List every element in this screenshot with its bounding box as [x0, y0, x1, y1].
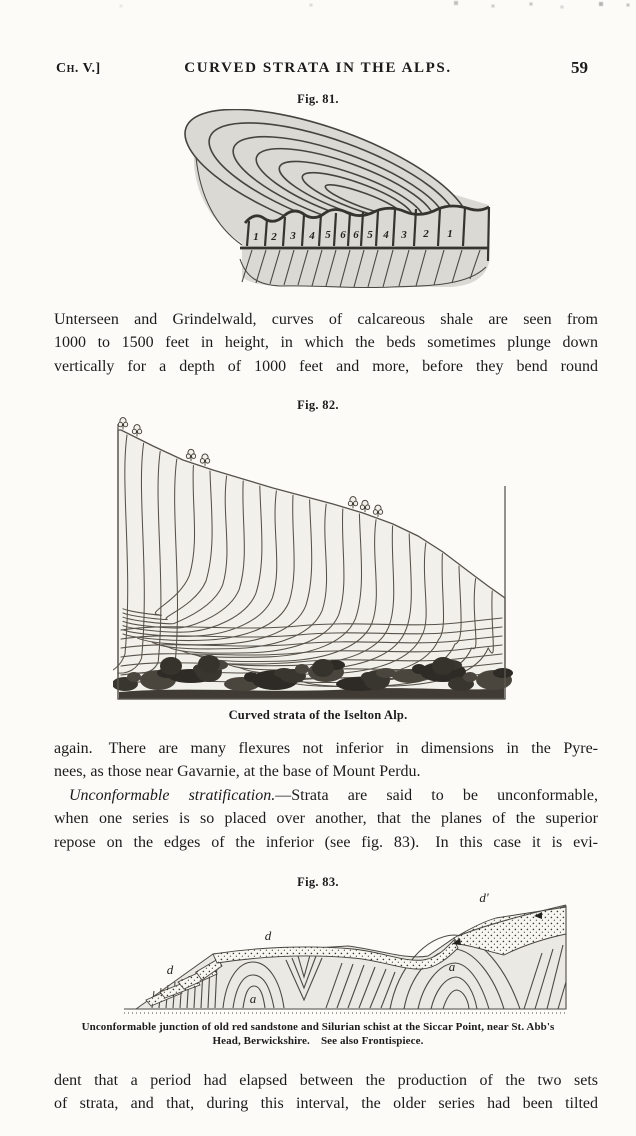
text-line: Unterseen and Grindelwald, curves of calcareous shale are seen from [54, 311, 598, 328]
fig82-engraving [113, 416, 515, 702]
text-line: when one series is so placed over another, that the planes of the superior [54, 810, 598, 828]
text-line: of strata, and that, during this interval, the older series had been tilted [54, 1095, 598, 1113]
svg-text:6: 6 [340, 229, 346, 241]
page-number: 59 [571, 58, 588, 77]
text-line: nees, as those near Gavarnie, at the base of Mount Perdu. [54, 763, 421, 781]
chapter-label: Ch. V.] [56, 61, 101, 76]
italic-term: Unconformable stratification. [69, 786, 276, 804]
page-title: CURVED STRATA IN THE ALPS. [184, 60, 452, 76]
fig81-caption: Fig. 81. [297, 92, 339, 106]
svg-text:3: 3 [290, 230, 296, 242]
svg-text:6: 6 [353, 229, 359, 241]
svg-text:a: a [448, 959, 456, 974]
fig83-subcaption-line1: Unconformable junction of old red sandstone and Silurian schist at the Siccar Point, near St. Abb's [81, 1021, 555, 1033]
svg-text:4: 4 [309, 230, 315, 242]
svg-text:d': d' [479, 892, 489, 905]
text-line: 1000 to 1500 feet in height, in which the beds sometimes plunge down [54, 334, 598, 352]
fig82-subcaption: Curved strata of the Iselton Alp. [228, 708, 408, 722]
svg-text:4: 4 [383, 229, 389, 241]
svg-text:5: 5 [367, 229, 373, 241]
text-line: dent that a period had elapsed between the production of the two sets [54, 1072, 598, 1089]
text-line [54, 784, 598, 807]
svg-text:5: 5 [325, 229, 331, 241]
fig83-unconformity-diagram [118, 892, 570, 1018]
paragraph-2 [54, 737, 598, 854]
text-line: vertically for a depth of 1000 feet and more, before they bend round [54, 357, 598, 375]
fig83-caption: Fig. 83. [297, 875, 339, 889]
svg-text:1: 1 [253, 231, 259, 243]
scan-artifacts [0, 2, 2, 4]
svg-text:d: d [264, 928, 272, 943]
svg-text:a: a [249, 991, 257, 1006]
paragraph-3 [54, 1069, 598, 1116]
fig83-subcaption [28, 1021, 608, 1048]
fig81-folded-strata-diagram [152, 109, 500, 295]
text-line: again. There are many flexures not inferior in dimensions in the Pyre- [54, 740, 598, 757]
paragraph-1 [54, 308, 598, 378]
svg-text:2: 2 [271, 231, 277, 243]
text-line: repose on the edges of the inferior (see fig. 83). In this case it is evi- [54, 833, 598, 851]
svg-text:3: 3 [401, 229, 407, 241]
svg-text:2: 2 [423, 228, 429, 240]
svg-text:d: d [166, 962, 174, 977]
fig83-subcaption-line2: Head, Berwickshire. See also Frontispiece. [212, 1034, 424, 1047]
fig82-caption: Fig. 82. [297, 398, 339, 412]
svg-text:1: 1 [447, 228, 453, 240]
text-run: —Strata are said to be unconformable, [275, 786, 598, 804]
